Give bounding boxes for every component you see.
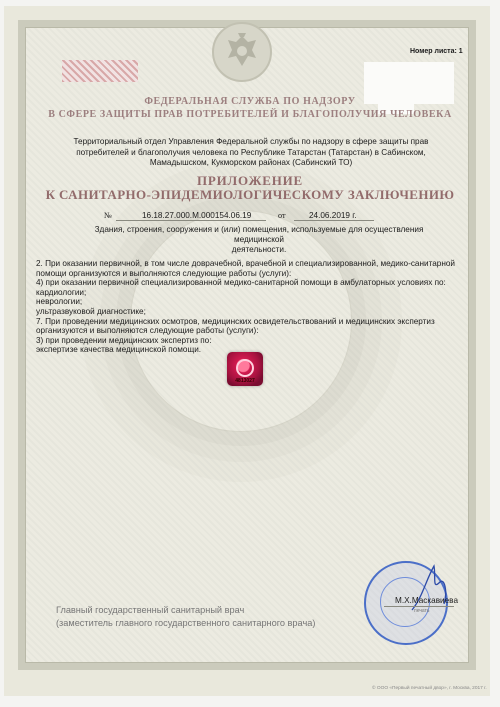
signatory-title-alt: (заместитель главного государственного санитарного врача) [56,618,316,628]
signatory-name: М.Х.Маскавиева [395,596,458,605]
agency-name-line1: ФЕДЕРАЛЬНАЯ СЛУЖБА ПО НАДЗОРУ [144,96,356,107]
office-name [58,137,444,169]
conclusion-number: 16.18.27.000.М.000154.06.19 [142,211,252,220]
number-label: № [104,211,112,220]
purpose-line: деятельности. [231,245,287,254]
purpose-text [74,225,444,255]
printer-copyright: © ООО «Первый печатный двор», г. Москва, 2017 г. [372,686,487,691]
body-line: 7. При проведении медицинских осмотров, медицинских освидетельствований и медицинских экспертиз [36,316,435,326]
signature-line [384,606,454,607]
body-line: 2. При оказании первичной, в том числе доврачебной, врачебной и специализированной, медико-санитарной [36,259,455,268]
office-line: потребителей и благополучия человека по Республике Татарстан (Татарстан) в Сабинском, [76,147,426,157]
signature-caption: печать [414,608,430,614]
security-hatch-pattern [62,60,138,82]
number-underline [116,220,266,221]
body-line: организуются и выполняются следующие работы (услуги): [36,326,259,336]
purpose-line: Здания, строения, сооружения и (или) помещения, используемые для осуществления медицинской [94,225,424,244]
body-line: ультразвуковой диагностике; [36,306,146,316]
office-line: Мамадышском, Кукморском районах (Сабинский ТО) [149,158,353,167]
services-list [36,259,456,355]
state-emblem-icon [212,22,272,82]
body-line: помощи организуются и выполняются следующие работы (услуги): [36,268,292,278]
hologram-seal-icon [227,352,263,386]
body-line: 3) при проведении медицинских экспертиз по: [36,335,212,345]
body-line: кардиологии; [36,287,87,297]
body-line: экспертизе качества медицинской помощи. [36,345,202,355]
signatory-title: Главный государственный санитарный врач [56,605,245,615]
body-line: 4) при оказании первичной специализированной медико-санитарной помощи в амбулаторных условиях по: [36,278,446,288]
hologram-ring [236,359,254,377]
date-label: от [278,211,286,220]
office-line: Территориальный отдел Управления Федеральной службы по надзору в сфере защиты прав [73,137,429,146]
date-underline [294,220,374,221]
sheet-number: Номер листа: 1 [410,48,463,55]
agency-name-line2: В СФЕРЕ ЗАЩИТЫ ПРАВ ПОТРЕБИТЕЛЕЙ И БЛАГОПОЛУЧИЯ ЧЕЛОВЕКА [48,109,452,120]
hologram-code: 4813027 [235,378,255,384]
document-title: ПРИЛОЖЕНИЕ [196,173,304,188]
body-line: неврологии; [36,297,83,307]
document-subtitle: К САНИТАРНО-ЭПИДЕМИОЛОГИЧЕСКОМУ ЗАКЛЮЧЕНИЮ [45,187,455,202]
conclusion-date: 24.06.2019 г. [309,211,357,220]
